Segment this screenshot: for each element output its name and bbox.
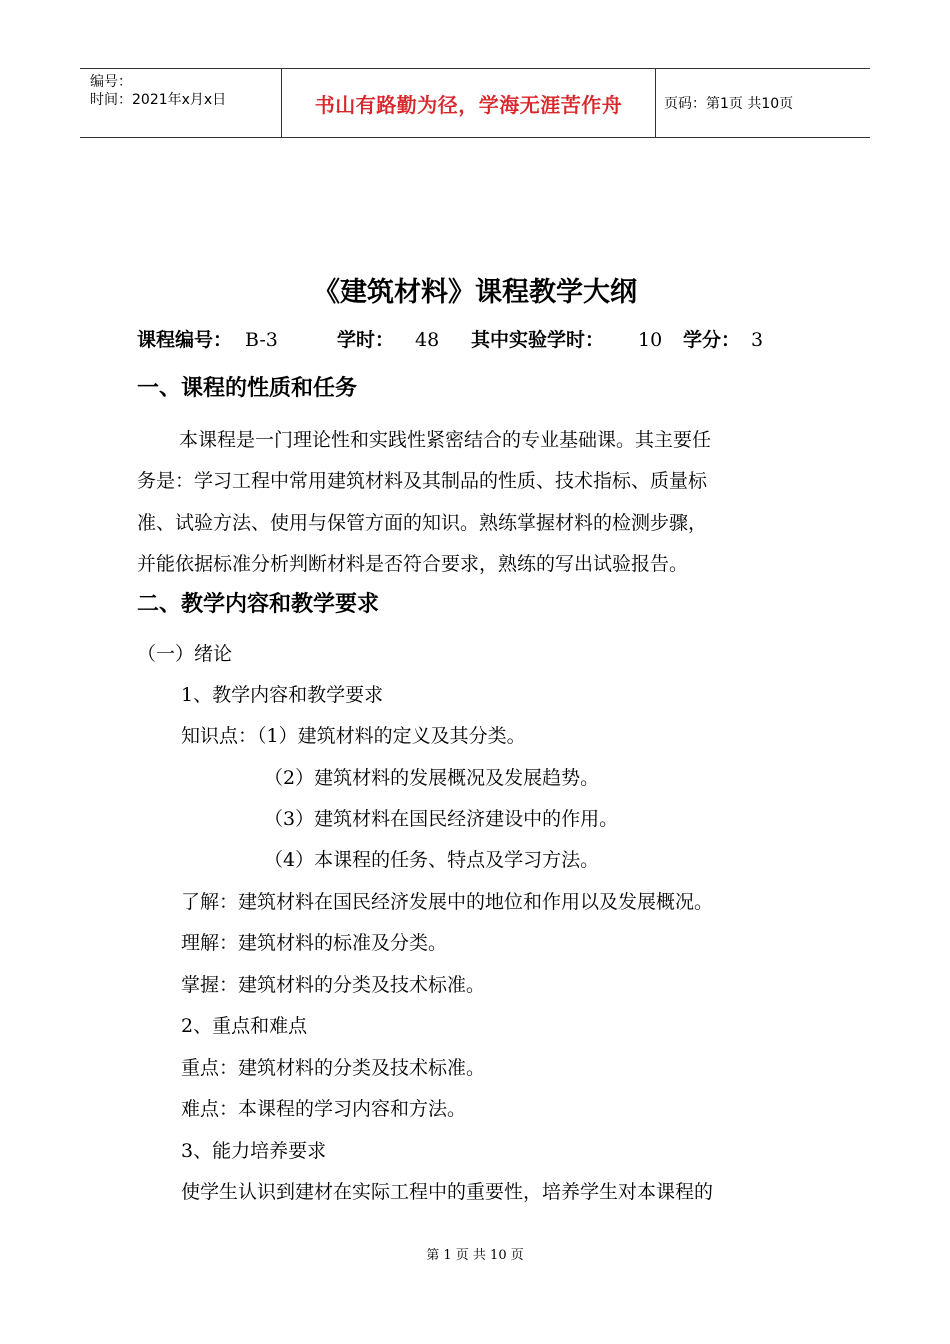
course-code-label: 课程编号：	[137, 329, 233, 351]
page-footer: 第 1 页 共 10 页	[426, 1248, 524, 1263]
master-line: 掌握：建筑材料的分类及技术标准。	[181, 974, 486, 996]
understand-line: 了解：建筑材料在国民经济发展中的地位和作用以及发展概况。	[181, 891, 714, 913]
time-label: 时间：2021年x月x日	[90, 92, 227, 108]
knowledge-point-2: （2）建筑材料的发展概况及发展趋势。	[264, 767, 600, 789]
document-title: 《建筑材料》课程教学大纲	[313, 277, 637, 308]
subsection-heading: （一）绪论	[137, 643, 233, 665]
difficult-points-line: 难点：本课程的学习内容和方法。	[181, 1098, 467, 1120]
lab-hours-label: 其中实验学时：	[471, 329, 605, 351]
credit-value: 3	[751, 329, 764, 351]
knowledge-point-1: 知识点：（1）建筑材料的定义及其分类。	[181, 725, 526, 747]
header-info-cell	[80, 69, 280, 137]
number-label: 编号：	[90, 74, 132, 90]
credit-label: 学分：	[683, 329, 741, 351]
page-info: 页码：第1页 共10页	[664, 96, 794, 112]
hours-value: 48	[415, 329, 440, 351]
motto-text: 书山有路勤为径，学海无涯苦作舟	[314, 92, 623, 117]
page-header	[80, 68, 870, 138]
course-code-value: B-3	[245, 329, 278, 351]
item3-heading: 3、能力培养要求	[181, 1140, 327, 1162]
lab-hours-value: 10	[638, 329, 663, 351]
knowledge-point-4: （4）本课程的任务、特点及学习方法。	[264, 849, 600, 871]
key-points-line: 重点：建筑材料的分类及技术标准。	[181, 1057, 486, 1079]
item2-heading: 2、重点和难点	[181, 1015, 308, 1037]
paragraph-line: 本课程是一门理论性和实践性紧密结合的专业基础课。其主要任	[179, 429, 712, 451]
paragraph-line: 并能依据标准分析判断材料是否符合要求，熟练的写出试验报告。	[137, 552, 689, 575]
knowledge-point-3: （3）建筑材料在国民经济建设中的作用。	[264, 808, 619, 830]
header-motto-cell	[281, 69, 656, 137]
comprehend-line: 理解：建筑材料的标准及分类。	[181, 932, 448, 954]
hours-label: 学时：	[337, 329, 395, 351]
section2-heading: 二、教学内容和教学要求	[137, 592, 380, 617]
item1-heading: 1、教学内容和教学要求	[181, 684, 384, 706]
paragraph-line: 准、试验方法、使用与保管方面的知识。熟练掌握材料的检测步骤，	[137, 511, 708, 534]
paragraph-line: 务是：学习工程中常用建筑材料及其制品的性质、技术指标、质量标	[137, 470, 708, 493]
section1-paragraph	[137, 420, 817, 585]
ability-text: 使学生认识到建材在实际工程中的重要性，培养学生对本课程的	[181, 1181, 714, 1203]
section1-heading: 一、课程的性质和任务	[137, 376, 358, 401]
